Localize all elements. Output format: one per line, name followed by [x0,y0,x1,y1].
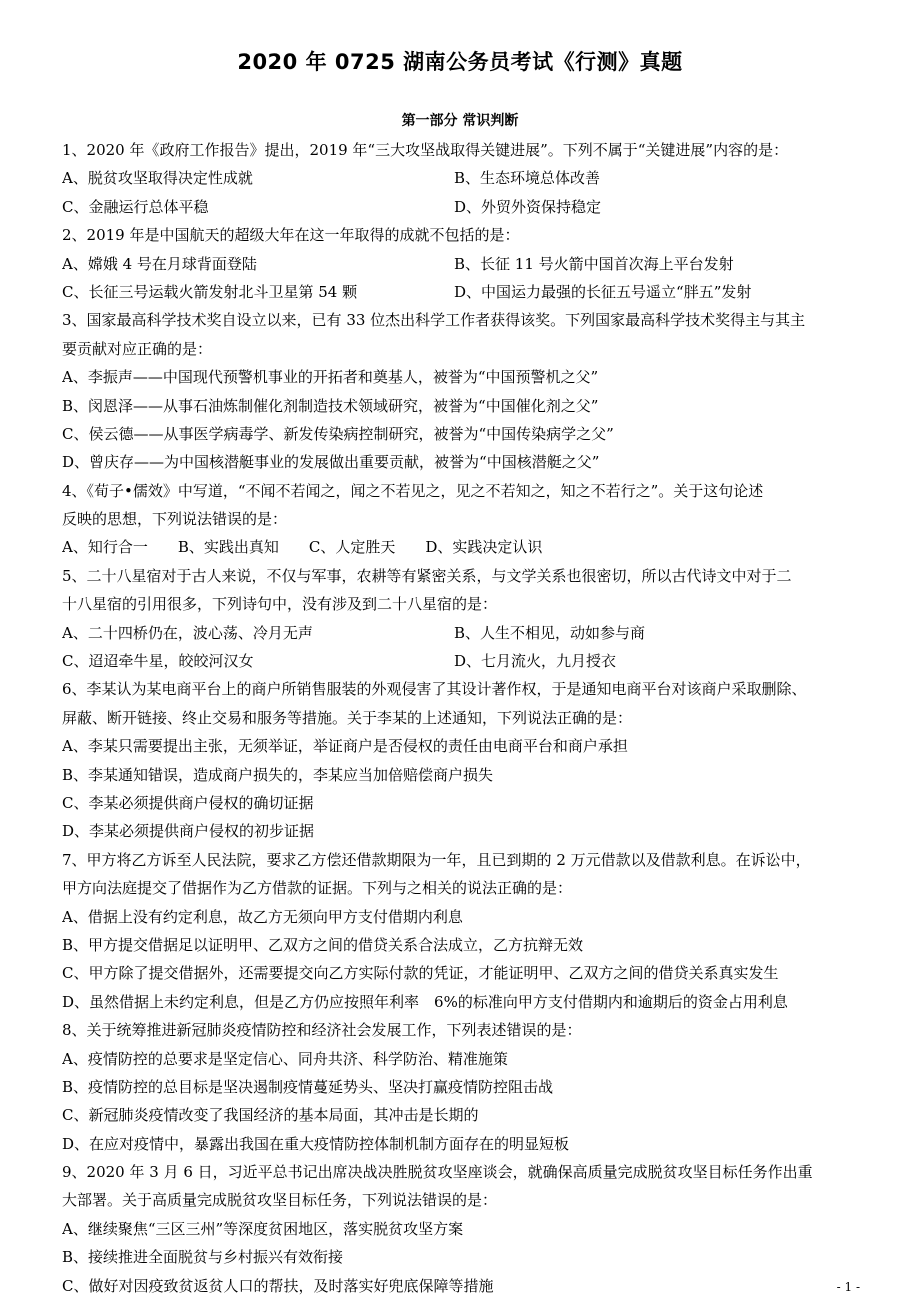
option-row [62,533,862,561]
question-stem: 3、国家最高科学技术奖自设立以来，已有 33 位杰出科学工作者获得该奖。下列国家最高科学技术奖得主与其主 [62,311,806,330]
option-a: A、脱贫攻坚取得决定性成就 [62,169,253,188]
section-title: 第一部分 常识判断 [401,113,519,129]
question-4 [62,477,862,562]
option-row [62,250,862,278]
option-b: B、接续推进全面脱贫与乡村振兴有效衔接 [62,1248,344,1267]
option-a: A、继续聚焦“三区三州”等深度贫困地区，落实脱贫攻坚方案 [62,1219,464,1238]
option-b: B、长征 11 号火箭中国首次海上平台发射 [454,254,734,273]
question-stem: 8、关于统筹推进新冠肺炎疫情防控和经济社会发展工作，下列表述错误的是： [62,1021,582,1040]
question-stem: 甲方向法庭提交了借据作为乙方借款的证据。下列与之相关的说法正确的是： [62,879,573,898]
option-a: A、李振声——中国现代预警机事业的开拓者和奠基人，被誉为“中国预警机之父” [62,368,599,387]
question-3 [62,306,862,476]
option-d: D、虽然借据上未约定利息，但是乙方仍应按照年利率 6%的标准向甲方支付借期内和逾期后的资金占用利息 [62,992,788,1011]
option-b: B、李某通知错误，造成商户损失的，李某应当加倍赔偿商户损失 [62,765,494,784]
option-row [62,278,862,306]
option-c: C、人定胜天 [308,538,396,557]
option-b: B、实践出真知 [177,538,279,557]
option-c: C、做好对因疫致贫返贫人口的帮扶，及时落实好兜底保障等措施 [62,1276,494,1295]
option-b: B、疫情防控的总目标是坚决遏制疫情蔓延势头、坚决打赢疫情防控阻击战 [62,1077,554,1096]
option-c: C、长征三号运载火箭发射北斗卫星第 54 颗 [62,282,358,301]
option-c: C、金融运行总体平稳 [62,197,209,216]
option-a: A、知行合一 [62,538,148,557]
question-stem: 1、2020 年《政府工作报告》提出，2019 年“三大攻坚战取得关键进展”。下列不属于“关键进展”内容的是： [62,141,789,159]
option-row [62,619,862,647]
question-stem: 9、2020 年 3 月 6 日，习近平总书记出席决战决胜脱贫攻坚座谈会，就确保高质量完成脱贫攻坚目标任务作出重 [62,1163,813,1182]
option-d: D、在应对疫情中，暴露出我国在重大疫情防控体制机制方面存在的明显短板 [62,1134,570,1153]
question-list [62,136,862,1300]
question-2 [62,221,862,306]
option-d: D、实践决定认识 [425,538,543,557]
question-stem: 要贡献对应正确的是： [62,339,213,358]
document-title: 2020 年 0725 湖南公务员考试《行测》真题 [237,50,683,74]
question-stem: 4、《荀子•儒效》中写道，“不闻不若闻之，闻之不若见之，见之不若知之，知之不若行之”。关于这句论述 [62,481,764,500]
question-stem: 2、2019 年是中国航天的超级大年在这一年取得的成就不包括的是： [62,226,520,245]
option-c: C、迢迢牵牛星，皎皎河汉女 [62,652,254,671]
option-d: D、七月流火，九月授衣 [454,652,617,671]
option-b: B、甲方提交借据足以证明甲、乙双方之间的借贷关系合法成立，乙方抗辩无效 [62,935,584,954]
option-d: D、李某必须提供商户侵权的初步证据 [62,822,315,841]
question-7 [62,846,862,1016]
option-c: C、侯云德——从事医学病毒学、新发传染病控制研究，被誉为“中国传染病学之父” [62,424,614,443]
question-stem: 6、李某认为某电商平台上的商户所销售服装的外观侵害了其设计著作权，于是通知电商平台对该商户采取删除、 [62,680,807,699]
question-5 [62,562,862,676]
page-number: - 1 - [836,1280,860,1294]
option-d: D、中国运力最强的长征五号遥立“胖五”发射 [454,282,752,301]
option-b: B、闵恩泽——从事石油炼制催化剂制造技术领域研究，被誉为“中国催化剂之父” [62,396,599,415]
option-a: A、疫情防控的总要求是坚定信心、同舟共济、科学防治、精准施策 [62,1049,508,1068]
question-stem: 十八星宿的引用很多，下列诗句中，没有涉及到二十八星宿的是： [62,595,498,614]
option-a: A、嫦娥 4 号在月球背面登陆 [62,254,257,273]
option-row [62,164,862,192]
option-row [62,193,862,221]
question-stem: 屏蔽、断开链接、终止交易和服务等措施。关于李某的上述通知，下列说法正确的是： [62,708,633,727]
option-a: A、借据上没有约定利息，故乙方无须向甲方支付借期内利息 [62,907,463,926]
question-stem: 5、二十八星宿对于古人来说，不仅与军事，农耕等有紧密关系，与文学关系也很密切，所以古代诗文中对于二 [62,566,792,585]
option-row [62,647,862,675]
option-c: C、新冠肺炎疫情改变了我国经济的基本局面，其冲击是长期的 [62,1106,479,1125]
question-stem: 7、甲方将乙方诉至人民法院，要求乙方偿还借款期限为一年，且已到期的 2 万元借款以及借款利息。在诉讼中， [62,850,811,869]
question-stem: 大部署。关于高质量完成脱贫攻坚目标任务，下列说法错误的是： [62,1191,498,1210]
option-a: A、李某只需要提出主张，无须举证，举证商户是否侵权的责任由电商平台和商户承担 [62,737,628,756]
question-9 [62,1158,862,1300]
option-c: C、甲方除了提交借据外，还需要提交向乙方实际付款的凭证，才能证明甲、乙双方之间的借贷关系真实发生 [62,964,779,983]
option-d: D、曾庆存——为中国核潜艇事业的发展做出重要贡献，被誉为“中国核潜艇之父” [62,453,600,472]
question-6 [62,675,862,845]
option-b: B、生态环境总体改善 [454,169,601,188]
option-d: D、外贸外资保持稳定 [454,197,602,216]
option-c: C、李某必须提供商户侵权的确切证据 [62,793,314,812]
option-b: B、人生不相见，动如参与商 [454,623,646,642]
question-1 [62,136,862,221]
question-8 [62,1016,862,1158]
option-a: A、二十四桥仍在，波心荡、冷月无声 [62,623,313,642]
question-stem: 反映的思想，下列说法错误的是： [62,510,288,529]
